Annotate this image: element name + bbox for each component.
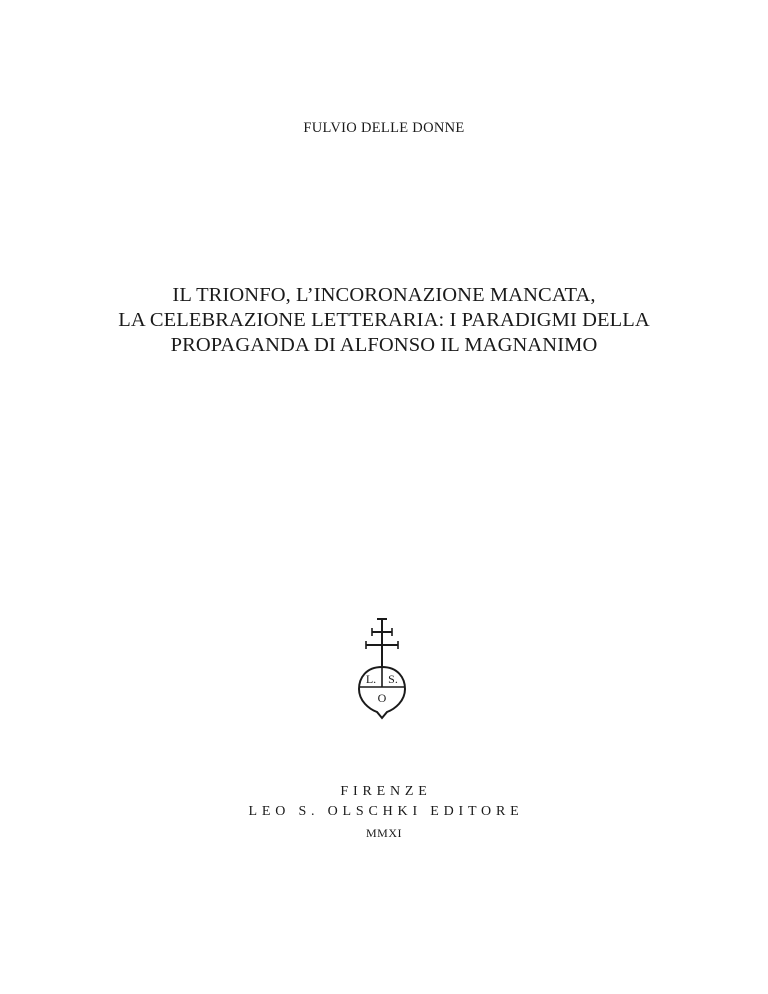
author-name: FULVIO DELLE DONNE xyxy=(303,120,465,136)
logo-letters-left: L. xyxy=(365,672,377,686)
title-line-3: PROPAGANDA DI ALFONSO IL MAGNANIMO xyxy=(170,334,598,356)
olschki-cross-emblem-icon xyxy=(350,615,414,723)
imprint-city: FIRENZE xyxy=(340,784,432,799)
imprint-year: MMXI xyxy=(365,826,402,840)
logo-letters-right: S. xyxy=(388,672,398,686)
imprint-publisher: LEO S. OLSCHKI EDITORE xyxy=(248,804,524,819)
logo-letter-bottom: O xyxy=(377,691,387,705)
book-title xyxy=(0,283,768,358)
title-line-2: LA CELEBRAZIONE LETTERARIA: I PARADIGMI DELLA xyxy=(118,309,650,331)
title-line-1: IL TRIONFO, L’INCORONAZIONE MANCATA, xyxy=(172,284,596,306)
